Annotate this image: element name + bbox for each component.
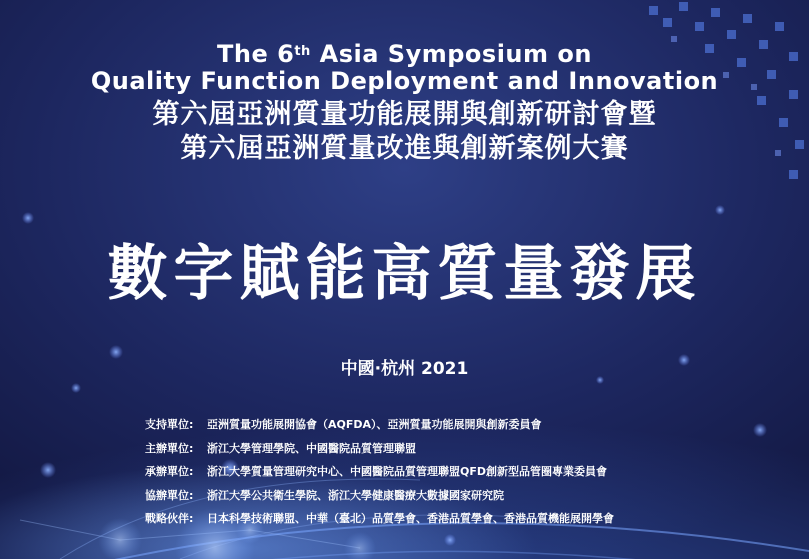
title-chinese-line-1: 第六屆亞洲質量功能展開與創新研討會暨 bbox=[152, 99, 657, 130]
organizer-row-partners bbox=[145, 507, 745, 531]
organizer-label: 主辦單位: bbox=[145, 441, 194, 455]
title-chinese-line-2: 第六屆亞洲質量改進與創新案例大賽 bbox=[180, 133, 629, 164]
organizer-row-organizer bbox=[145, 460, 745, 484]
theme-heading: 數字賦能高質量發展 bbox=[107, 239, 702, 309]
title-english-line-1: The 6th Asia Symposium on bbox=[217, 40, 592, 68]
organizer-row-support bbox=[145, 413, 745, 437]
title-english-line-2: Quality Function Deployment and Innovation bbox=[90, 67, 719, 95]
organizer-text: 浙江大學公共衛生學院、浙江大學健康醫療大數據國家研究院 bbox=[207, 488, 504, 502]
organizer-label: 支持單位: bbox=[145, 418, 194, 431]
organizer-row-co-organizer bbox=[145, 484, 745, 508]
organizer-label: 協辦單位: bbox=[145, 488, 194, 502]
organizer-row-host bbox=[145, 437, 745, 461]
organizer-label: 戰略伙伴: bbox=[145, 512, 194, 525]
organizer-text: 日本科學技術聯盟、中華（臺北）品質學會、香港品質學會、香港品質機能展開學會 bbox=[207, 512, 614, 525]
organizers-list bbox=[145, 413, 745, 531]
organizer-text: 亞洲質量功能展開協會（AQFDA）、亞洲質量功能展開與創新委員會 bbox=[207, 418, 542, 431]
organizer-label: 承辦單位: bbox=[145, 465, 194, 478]
location-year: 中國·杭州 2021 bbox=[340, 359, 469, 379]
organizer-text: 浙江大學管理學院、中國醫院品質管理聯盟 bbox=[207, 441, 416, 455]
organizer-text: 浙江大學質量管理研究中心、中國醫院品質管理聯盟QFD創新型品管圈專業委員會 bbox=[207, 465, 607, 478]
